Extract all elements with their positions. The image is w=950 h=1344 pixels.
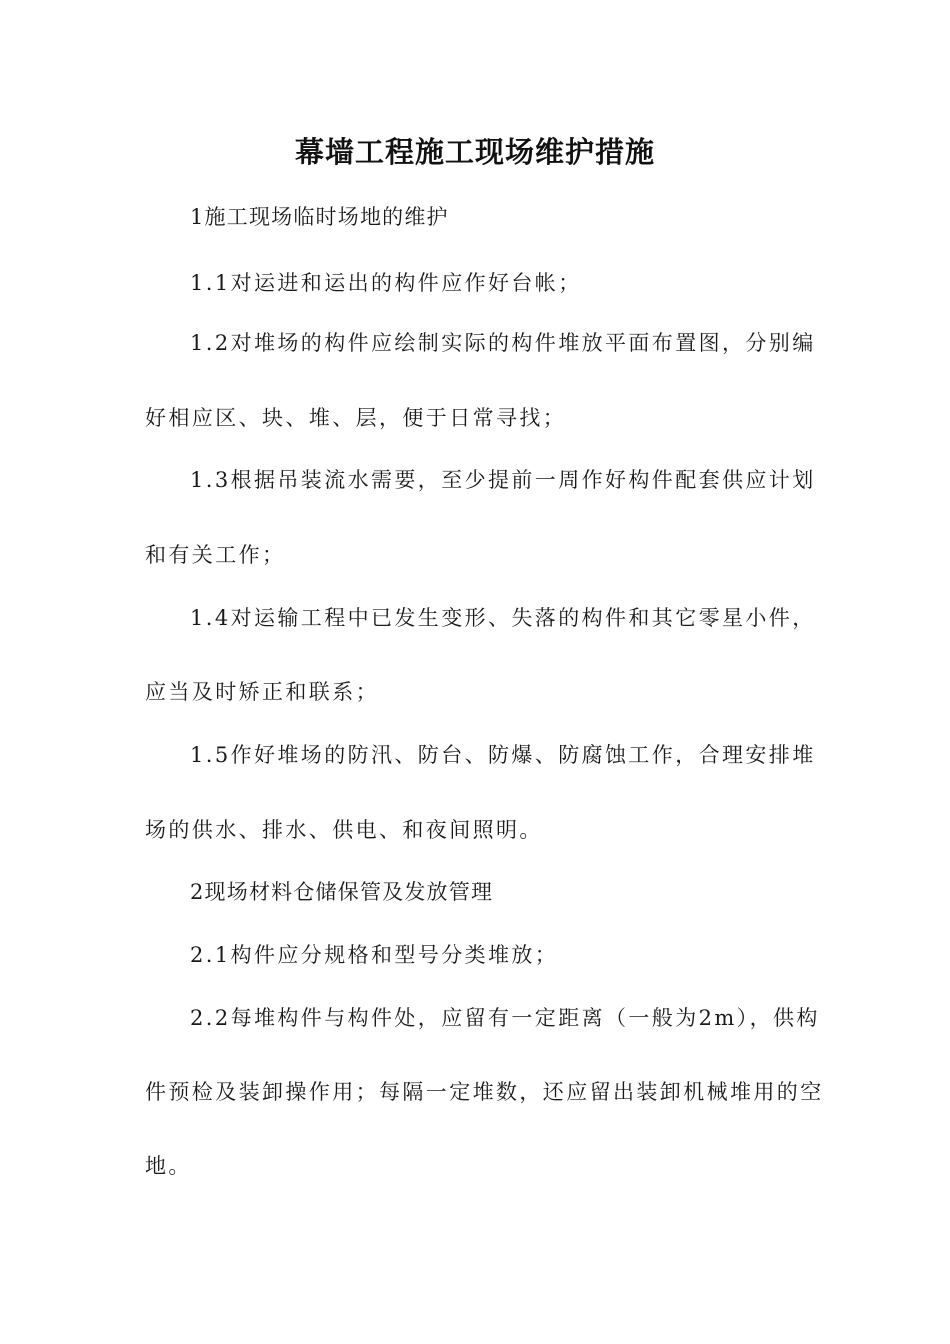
- paragraph-line: 场的供水、排水、供电、和夜间照明。: [145, 818, 543, 842]
- paragraph-line: 2.2每堆构件与构件处，应留有一定距离（一般为2m），供构: [190, 1006, 820, 1030]
- paragraph-line: 2.1构件应分规格和型号分类堆放；: [190, 943, 559, 967]
- paragraph-line: 地。: [145, 1154, 192, 1178]
- paragraph-line: 1.1对运进和运出的构件应作好台帐；: [190, 271, 582, 295]
- paragraph-line: 件预检及装卸操作用；每隔一定堆数，还应留出装卸机械堆用的空: [145, 1080, 824, 1104]
- document-title: 幕墙工程施工现场维护措施: [294, 135, 655, 169]
- paragraph-line: 1.2对堆场的构件应绘制实际的构件堆放平面布置图，分别编: [190, 331, 816, 355]
- paragraph-line: 1.5作好堆场的防汛、防台、防爆、防腐蚀工作，合理安排堆: [190, 743, 816, 767]
- paragraph-line: 1.3根据吊装流水需要，至少提前一周作好构件配套供应计划: [190, 468, 816, 492]
- section-heading-1: 1施工现场临时场地的维护: [190, 205, 449, 229]
- section-heading-2: 2现场材料仓储保管及发放管理: [190, 880, 494, 904]
- paragraph-line: 好相应区、块、堆、层，便于日常寻找；: [145, 406, 567, 430]
- paragraph-line: 1.4对运输工程中已发生变形、失落的构件和其它零星小件，: [190, 606, 816, 630]
- paragraph-line: 和有关工作；: [145, 543, 286, 567]
- paragraph-line: 应当及时矫正和联系；: [145, 680, 379, 704]
